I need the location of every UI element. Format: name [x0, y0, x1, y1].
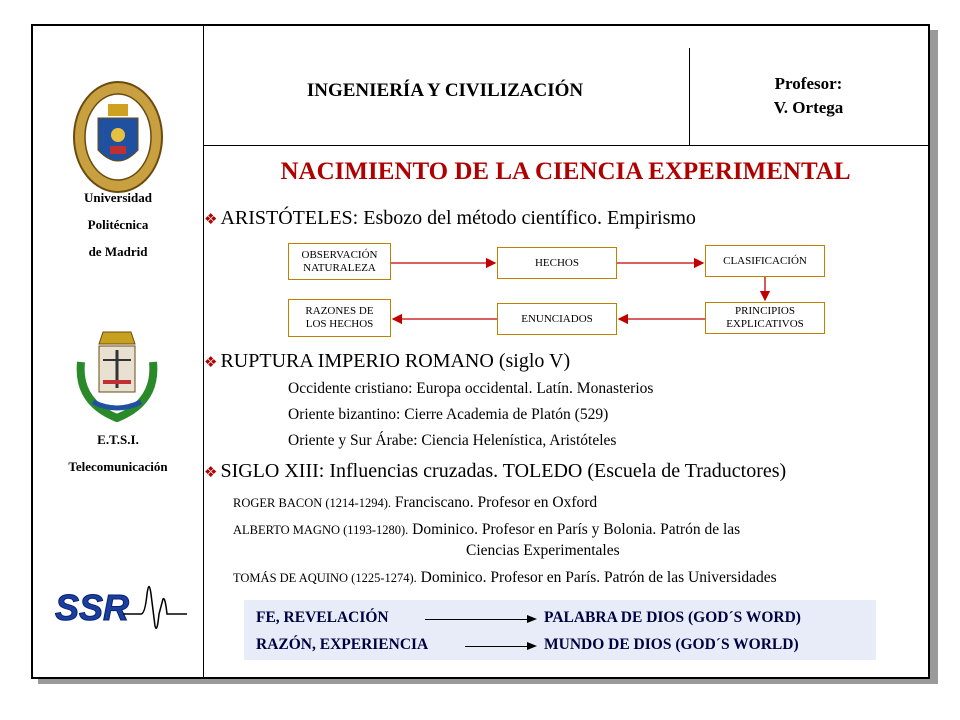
bullet-siglo-xiii	[204, 460, 786, 483]
ruptura-item-1: Occidente cristiano: Europa occidental. Latín. Monasterios	[288, 380, 654, 397]
svg-text:SSR: SSR	[55, 587, 130, 628]
reason-arrow-head	[527, 642, 537, 650]
diagram-box-principios: PRINCIPIOS EXPLICATIVOS	[705, 302, 825, 334]
profesor-label: Profesor:	[774, 74, 843, 93]
person-roger-bacon	[233, 492, 597, 514]
diagram-box-hechos: HECHOS	[497, 247, 617, 279]
university-line3: de Madrid	[88, 244, 148, 259]
reason-arrow-line	[465, 646, 527, 647]
bullet-ruptura-text: RUPTURA IMPERIO ROMANO (siglo V)	[220, 350, 571, 372]
person-alberto-magno	[233, 519, 740, 541]
bullet-diamond-icon: ❖	[204, 353, 218, 371]
bullet-aristoteles-text: ARISTÓTELES: Esbozo del método científico. Empirismo	[220, 207, 696, 229]
diagram-box-clasificacion: CLASIFICACIÓN	[705, 245, 825, 277]
person-desc: Franciscano. Profesor en Oxford	[390, 494, 598, 511]
gods-world-label: MUNDO DE DIOS (GOD´S WORLD)	[544, 636, 799, 653]
university-line2: Politécnica	[87, 217, 149, 232]
ruptura-item-2: Oriente bizantino: Cierre Academia de Platón (529)	[288, 406, 609, 423]
person-desc: Dominico. Profesor en París y Bolonia. Patrón de las	[408, 521, 741, 538]
gods-word-label: PALABRA DE DIOS (GOD´S WORD)	[544, 609, 801, 626]
person-name: ROGER BACON (1214-1294).	[233, 496, 391, 510]
university-line1: Universidad	[84, 190, 152, 205]
school-line1: E.T.S.I.	[97, 432, 139, 447]
person-name: ALBERTO MAGNO (1193-1280).	[233, 523, 409, 537]
bullet-diamond-icon: ❖	[204, 210, 218, 228]
diagram-box-observacion: OBSERVACIÓN NATURALEZA	[288, 243, 391, 280]
bullet-siglo-xiii-text: SIGLO XIII: Influencias cruzadas. TOLEDO (Escuela de Traductores)	[220, 460, 787, 482]
person-tomas-aquino	[233, 567, 777, 589]
person-desc: Dominico. Profesor en París. Patrón de las Universidades	[416, 569, 777, 586]
course-title: INGENIERÍA Y CIVILIZACIÓN	[306, 80, 584, 101]
diagram-box-enunciados: ENUNCIADOS	[497, 303, 617, 335]
ruptura-item-3: Oriente y Sur Árabe: Ciencia Helenística, Aristóteles	[288, 432, 617, 449]
faith-arrow-head	[527, 615, 537, 623]
profesor-name: V. Ortega	[773, 98, 844, 117]
bullet-ruptura	[204, 350, 570, 373]
school-line2: Telecomunicación	[68, 459, 168, 474]
person-name: TOMÁS DE AQUINO (1225-1274).	[233, 571, 417, 585]
person-alberto-magno-cont: Ciencias Experimentales	[466, 542, 620, 559]
reason-label: RAZÓN, EXPERIENCIA	[256, 636, 429, 653]
slide-title: NACIMIENTO DE LA CIENCIA EXPERIMENTAL	[280, 158, 851, 185]
faith-arrow-line	[425, 619, 527, 620]
faith-label: FE, REVELACIÓN	[256, 609, 389, 626]
diagram-box-razones: RAZONES DE LOS HECHOS	[288, 299, 391, 337]
bullet-diamond-icon: ❖	[204, 463, 218, 481]
